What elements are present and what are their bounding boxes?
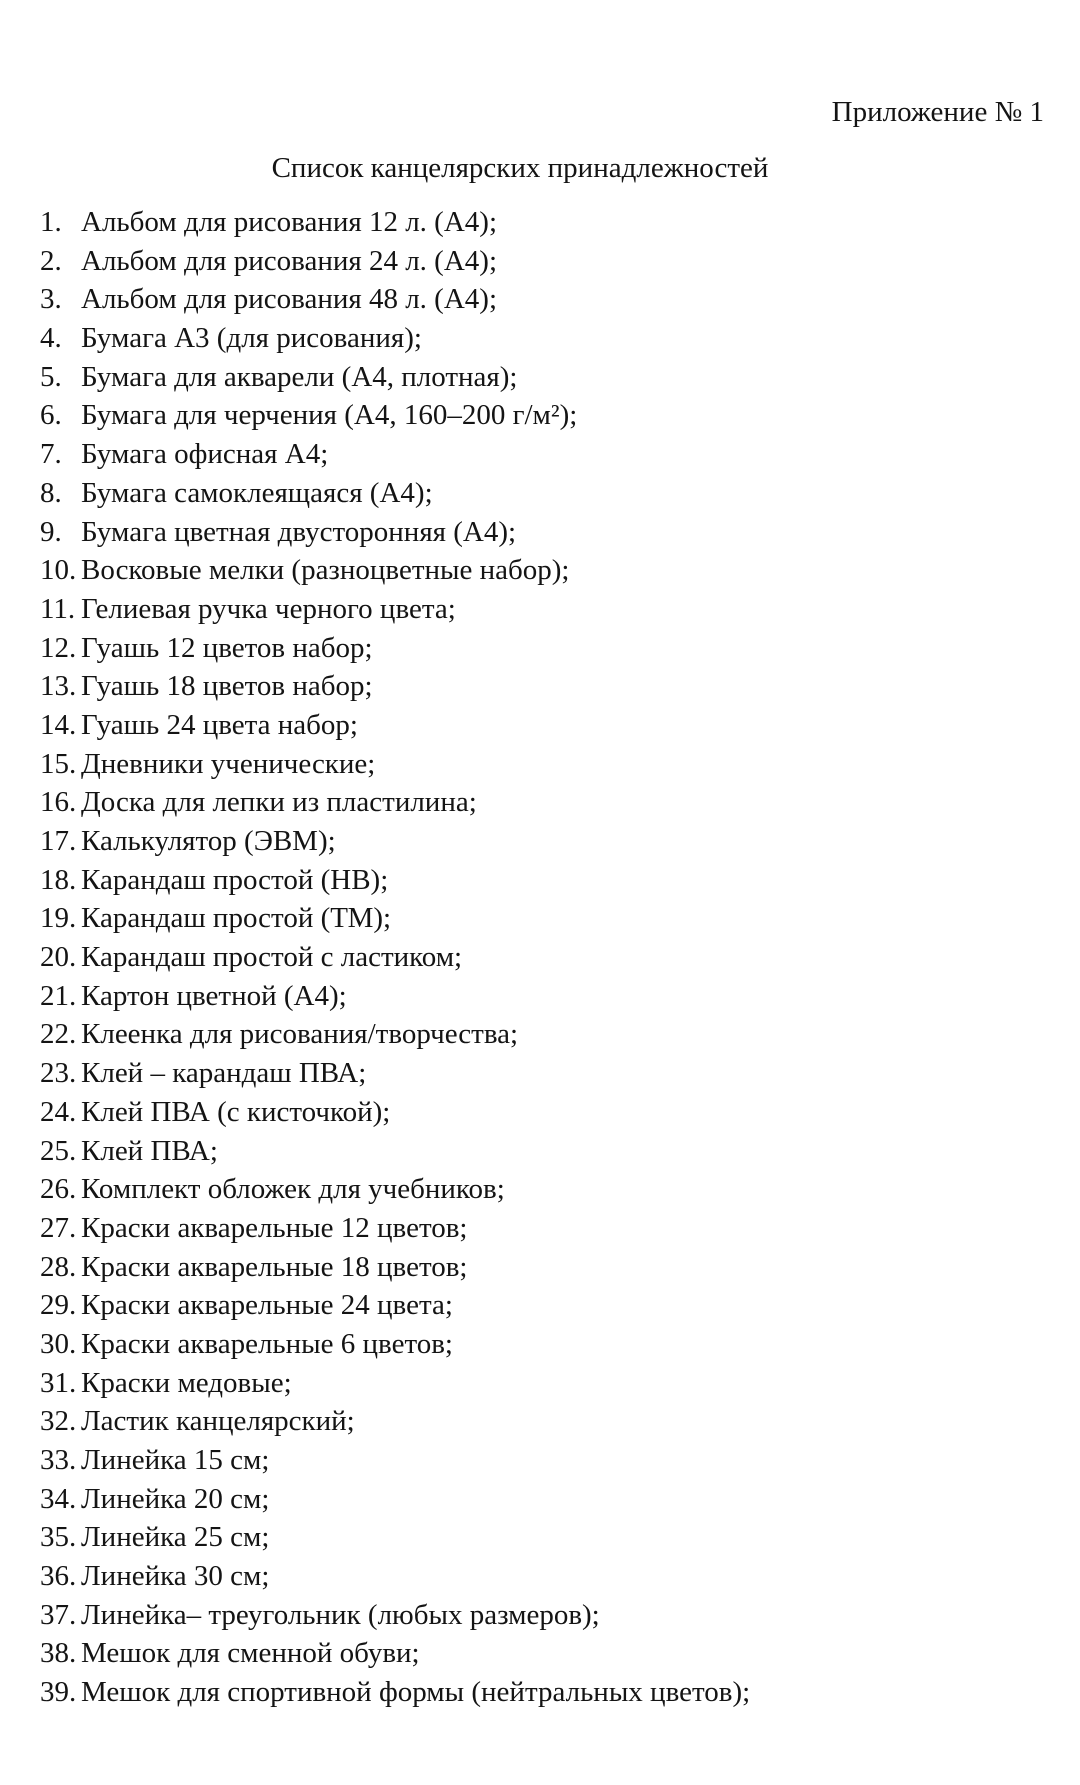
list-item [40,1402,750,1441]
list-item-text: Линейка 25 см; [81,1521,270,1554]
list-item-text: Краски акварельные 12 цветов; [81,1211,468,1244]
list-item [40,1132,750,1171]
list-item [40,1015,750,1054]
list-item [40,203,750,242]
list-item [40,242,750,281]
list-item [40,1518,750,1557]
list-item-text: Бумага для черчения (А4, 160–200 г/м²); [81,399,578,432]
list-item-number: 15. [40,747,77,780]
list-item [40,783,750,822]
list-item-text: Восковые мелки (разноцветные набор); [81,554,570,587]
list-item [40,1364,750,1403]
list-item-number: 6. [40,399,62,432]
list-item-number: 8. [40,476,62,509]
list-item-number: 27. [40,1211,77,1244]
list-item-number: 22. [40,1018,77,1051]
list-item-number: 2. [40,244,62,277]
list-item-text: Мешок для сменной обуви; [81,1637,420,1670]
list-item [40,1209,750,1248]
list-item-number: 34. [40,1482,77,1515]
list-item-number: 30. [40,1327,77,1360]
list-item [40,1054,750,1093]
list-item-text: Линейка– треугольник (любых размеров); [81,1598,600,1631]
list-item [40,358,750,397]
list-item-number: 21. [40,979,77,1012]
list-item-number: 33. [40,1444,77,1476]
list-item [40,861,750,900]
list-item-text: Комплект обложек для учебников; [81,1173,505,1206]
list-item-number: 4. [40,322,62,355]
list-item-number: 24. [40,1095,77,1128]
list-item-number: 36. [40,1560,77,1593]
list-item-text: Карандаш простой с ластиком; [81,941,463,974]
list-item [40,513,750,552]
list-item-number: 9. [40,515,62,548]
appendix-label: Приложение № 1 [831,96,1044,128]
list-item [40,667,750,706]
list-item-text: Ластик канцелярский; [81,1405,355,1438]
list-item-number: 31. [40,1366,77,1399]
list-item-number: 7. [40,438,62,471]
list-item [40,319,750,358]
list-item-text: Альбом для рисования 12 л. (А4); [81,206,497,238]
list-item-text: Краски акварельные 18 цветов; [81,1250,468,1283]
list-item [40,1248,750,1287]
list-item [40,706,750,745]
list-item-number: 16. [40,786,77,819]
list-item-text: Бумага А3 (для рисования); [81,322,422,355]
list-item-text: Гуашь 24 цвета набор; [81,708,358,741]
list-item [40,1093,750,1132]
list-item-text: Мешок для спортивной формы (нейтральных цветов); [81,1676,751,1709]
list-item-text: Бумага самоклеящаяся (А4); [81,476,433,509]
list-item [40,1286,750,1325]
list-item-number: 23. [40,1057,77,1090]
list-item-number: 25. [40,1134,77,1167]
list-item-text: Клей ПВА (с кисточкой); [81,1095,391,1128]
list-item-number: 17. [40,825,77,857]
list-item [40,822,750,861]
list-item [40,899,750,938]
list-item-text: Клеенка для рисования/творчества; [81,1018,519,1051]
list-item [40,1441,750,1480]
list-item-number: 12. [40,631,77,664]
list-item-number: 26. [40,1173,77,1206]
list-item-text: Бумага цветная двусторонняя (А4); [81,515,517,548]
list-item-text: Гелиевая ручка черного цвета; [81,592,456,625]
list-item-text: Краски акварельные 6 цветов; [81,1327,453,1360]
list-item [40,396,750,435]
list-item-number: 28. [40,1250,77,1283]
list-item-text: Доска для лепки из пластилина; [81,786,477,819]
list-item [40,1634,750,1673]
list-item-text: Бумага для акварели (А4, плотная); [81,360,518,393]
list-item-number: 11. [40,592,76,625]
list-item-text: Карандаш простой (ТМ); [81,902,392,935]
list-item-number: 14. [40,708,77,741]
list-item [40,977,750,1016]
list-item [40,745,750,784]
list-item-number: 19. [40,902,77,935]
list-item-text: Картон цветной (А4); [81,979,347,1012]
list-item-text: Линейка 20 см; [81,1482,270,1515]
list-item-text: Клей ПВА; [81,1134,218,1167]
list-item-text: Краски медовые; [81,1366,292,1399]
list-item [40,629,750,668]
list-item-text: Калькулятор (ЭВМ); [81,825,336,857]
list-item [40,435,750,474]
list-item [40,474,750,513]
list-item [40,280,750,319]
list-item-number: 18. [40,863,77,896]
list-item-number: 10. [40,554,77,587]
supplies-list [40,203,750,1712]
list-item [40,1480,750,1519]
list-item-number: 5. [40,360,62,393]
list-item-number: 29. [40,1289,77,1322]
list-item-text: Клей – карандаш ПВА; [81,1057,367,1090]
list-item-number: 35. [40,1521,77,1554]
list-item [40,1673,750,1712]
list-item-text: Альбом для рисования 24 л. (А4); [81,244,497,277]
list-item [40,1557,750,1596]
list-item [40,551,750,590]
list-item-text: Линейка 15 см; [81,1444,270,1476]
list-item-number: 13. [40,670,77,703]
list-item-number: 38. [40,1637,77,1670]
list-item-number: 39. [40,1676,77,1709]
list-item [40,938,750,977]
list-item-number: 32. [40,1405,77,1438]
list-item-text: Карандаш простой (НВ); [81,863,389,896]
list-item-text: Альбом для рисования 48 л. (А4); [81,283,497,316]
list-item-text: Дневники ученические; [81,747,376,780]
list-item-number: 1. [40,206,62,238]
list-item [40,1325,750,1364]
list-item-number: 3. [40,283,62,316]
list-item [40,590,750,629]
list-item-number: 20. [40,941,77,974]
list-item-text: Бумага офисная А4; [81,438,329,471]
list-item-text: Краски акварельные 24 цвета; [81,1289,453,1322]
list-item [40,1596,750,1635]
document-title: Список канцелярских принадлежностей [271,152,769,184]
list-item-text: Линейка 30 см; [81,1560,270,1593]
list-item-number: 37. [40,1598,77,1631]
list-item [40,1170,750,1209]
list-item-text: Гуашь 18 цветов набор; [81,670,373,703]
list-item-text: Гуашь 12 цветов набор; [81,631,373,664]
